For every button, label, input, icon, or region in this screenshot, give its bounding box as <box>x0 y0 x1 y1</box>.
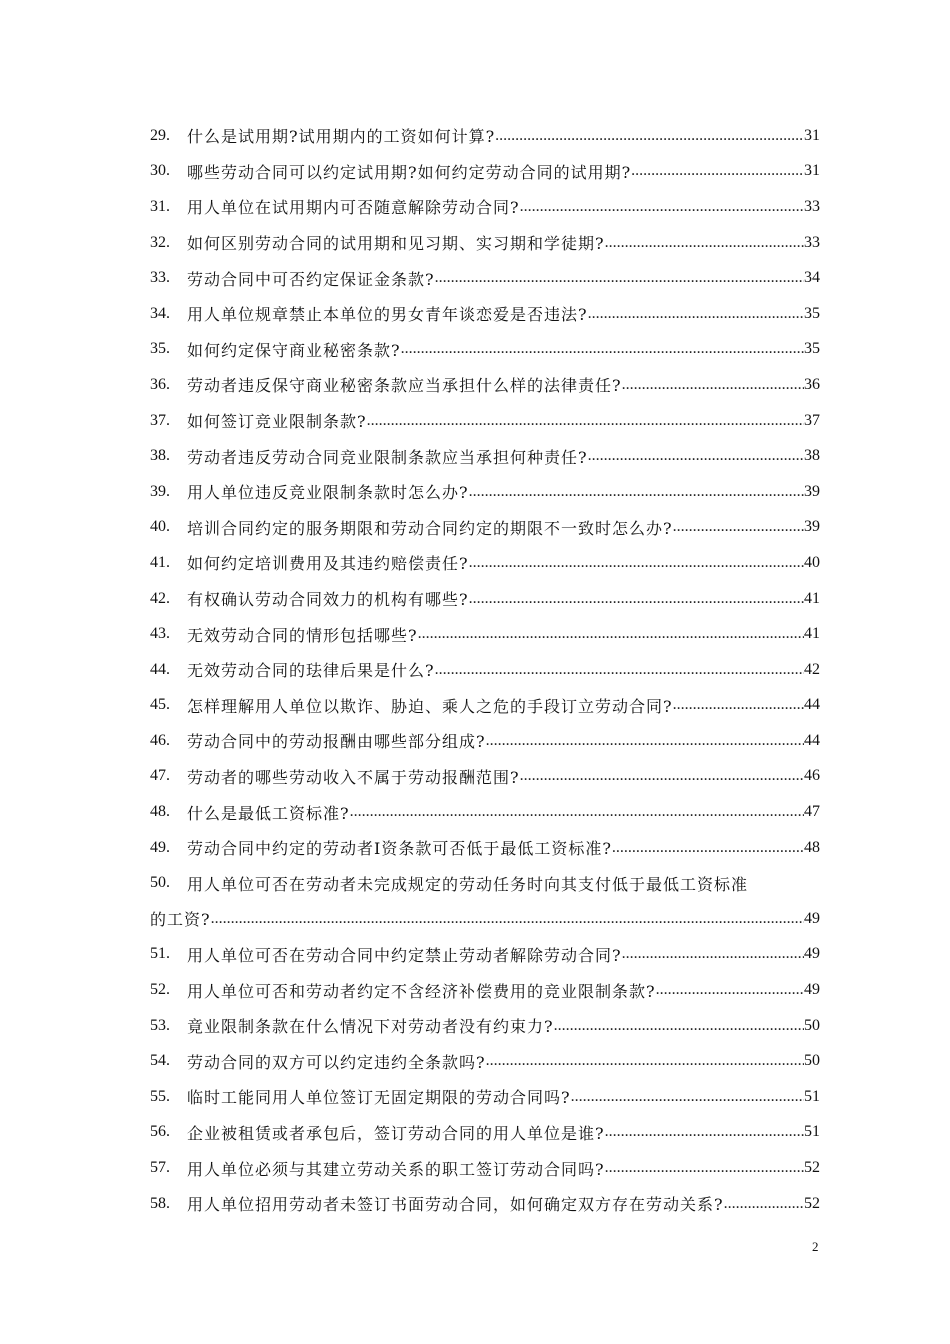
dot-leader <box>520 198 804 216</box>
dot-leader <box>724 1195 804 1213</box>
toc-entry-number: 36. <box>150 375 170 393</box>
toc-entry-page: 41 <box>804 625 820 643</box>
toc-entry-number: 33. <box>150 269 170 287</box>
dot-leader <box>401 340 804 358</box>
dot-leader <box>605 1159 804 1177</box>
toc-entry-title: 企业被租赁或者承包后，签订劳动合同的用人单位是谁? <box>187 1123 605 1143</box>
toc-entry-page: 50 <box>804 1016 820 1034</box>
toc-entry-page: 52 <box>804 1194 820 1212</box>
toc-entry[interactable] <box>150 438 820 474</box>
toc-entry-title: 劳动者的哪些劳动收入不属于劳动报酬范围? <box>187 767 520 787</box>
toc-entry-title: 劳动合同中约定的劳动者I资条款可否低于最低工资标准? <box>187 839 612 859</box>
dot-leader <box>673 518 804 536</box>
toc-entry-page: 31 <box>804 126 820 144</box>
toc-entry-title: 劳动者违反保守商业秘密条款应当承担什么样的法律责任? <box>187 376 622 396</box>
toc-entry-page: 33 <box>804 197 820 215</box>
toc-entry-page: 36 <box>804 375 820 393</box>
toc-entry-title: 有权确认劳动合同效力的机构有哪些? <box>187 590 469 610</box>
toc-entry-title: 无效劳动合同的情形包括哪些? <box>187 625 418 645</box>
toc-entry[interactable] <box>150 545 820 581</box>
toc-entry-page: 48 <box>804 838 820 856</box>
toc-entry-title: 什么是最低工资标准? <box>187 803 350 823</box>
toc-entry-number: 46. <box>150 731 170 749</box>
toc-entry[interactable] <box>150 225 820 261</box>
toc-entry[interactable] <box>150 1008 820 1044</box>
toc-entry-page: 44 <box>804 731 820 749</box>
dot-leader <box>469 483 804 501</box>
toc-entry[interactable] <box>150 581 820 617</box>
toc-entry[interactable] <box>150 759 820 795</box>
toc-entry-title: 培训合同约定的服务期限和劳动合同约定的期限不一致时怎么办? <box>187 518 673 538</box>
toc-entry-title: 用人单位可否在劳动者未完成规定的劳动任务时向其支付低于最低工资标准 <box>187 874 749 894</box>
toc-entry[interactable] <box>150 332 820 368</box>
page-number: 2 <box>812 1239 819 1254</box>
toc-entry[interactable] <box>150 794 820 830</box>
toc-entry-title: 用人单位规章禁止本单位的男女青年谈恋爱是否违法? <box>187 305 588 325</box>
dot-leader <box>612 839 804 857</box>
dot-leader <box>588 447 804 465</box>
toc-entry[interactable] <box>150 1115 820 1151</box>
toc-entry-page: 49 <box>804 945 820 963</box>
toc-entry[interactable] <box>150 118 820 154</box>
toc-entry-number: 47. <box>150 767 170 785</box>
toc-entry-page: 41 <box>804 589 820 607</box>
toc-entry-number: 51. <box>150 945 170 963</box>
toc-entry[interactable] <box>150 296 820 332</box>
toc-entry-page: 38 <box>804 447 820 465</box>
toc-entry-number: 52. <box>150 981 170 999</box>
toc-entry-title-continued: 的工资? <box>150 910 211 930</box>
toc-entry-number: 49. <box>150 838 170 856</box>
toc-entry-title: 劳动合同中的劳动报酬由哪些部分组成? <box>187 732 486 752</box>
toc-entry-page: 42 <box>804 660 820 678</box>
toc-entry-number: 31. <box>150 197 170 215</box>
toc-entry[interactable] <box>150 403 820 439</box>
dot-leader <box>486 732 804 750</box>
dot-leader <box>350 803 804 821</box>
toc-entry-number: 50. <box>150 874 170 892</box>
toc-entry-number: 58. <box>150 1194 170 1212</box>
dot-leader <box>554 1017 804 1035</box>
toc-entry-number: 35. <box>150 340 170 358</box>
toc-entry-title: 怎样理解用人单位以欺诈、胁迫、乘人之危的手段订立劳动合同? <box>187 696 673 716</box>
toc-entry[interactable] <box>150 1043 820 1079</box>
toc-entry-number: 54. <box>150 1052 170 1070</box>
toc-entry-title: 用人单位违反竞业限制条款时怎么办? <box>187 483 469 503</box>
toc-entry-page: 33 <box>804 233 820 251</box>
toc-entry-page: 31 <box>804 162 820 180</box>
toc-entry-number: 45. <box>150 696 170 714</box>
toc-entry-number: 55. <box>150 1087 170 1105</box>
toc-entry-number: 38. <box>150 447 170 465</box>
toc-entry-page: 50 <box>804 1052 820 1070</box>
toc-entry-number: 41. <box>150 553 170 571</box>
toc-entry-number: 44. <box>150 660 170 678</box>
toc-entry-page: 35 <box>804 304 820 322</box>
toc-entry-title: 无效劳动合同的珐律后果是什么? <box>187 661 435 681</box>
toc-entry[interactable] <box>150 1079 820 1115</box>
toc-entry-number: 42. <box>150 589 170 607</box>
toc-entry-page: 51 <box>804 1087 820 1105</box>
dot-leader <box>622 945 804 963</box>
dot-leader <box>469 554 804 572</box>
dot-leader <box>520 767 804 785</box>
toc-entry-number: 34. <box>150 304 170 322</box>
toc-entry[interactable] <box>150 189 820 225</box>
toc-entry[interactable] <box>150 723 820 759</box>
dot-leader <box>622 376 804 394</box>
toc-entry[interactable] <box>150 972 820 1008</box>
toc-entry[interactable] <box>150 1150 820 1186</box>
toc-entry[interactable] <box>150 616 820 652</box>
toc-entry-title: 竟业限制条款在什么情况下对劳动者没有约束力? <box>187 1017 554 1037</box>
toc-entry[interactable] <box>150 260 820 296</box>
toc-entry[interactable] <box>150 1186 820 1222</box>
dot-leader <box>486 1052 804 1070</box>
toc-entry-page: 47 <box>804 803 820 821</box>
toc-entry-title: 什么是试用期?试用期内的工资如何计算? <box>187 127 496 147</box>
toc-entry-title: 用人单位可否在劳动合同中约定禁止劳动者解除劳动合同? <box>187 945 622 965</box>
toc-entry-title: 用人单位招用劳动者未签订书面劳动合同，如何确定双方存在劳动关系? <box>187 1195 724 1215</box>
toc-entry-title: 如何约定保守商业秘密条款? <box>187 340 401 360</box>
toc-entry-page: 39 <box>804 482 820 500</box>
toc-entry-title: 用人单位在试用期内可否随意解除劳动合同? <box>187 198 520 218</box>
toc-entry-number: 29. <box>150 126 170 144</box>
dot-leader <box>605 234 804 252</box>
dot-leader <box>435 661 804 679</box>
toc-entry[interactable] <box>150 937 820 973</box>
toc-entry[interactable] <box>150 830 820 866</box>
dot-leader <box>605 1123 804 1141</box>
toc-entry-page: 49 <box>804 981 820 999</box>
toc-entry-page: 49 <box>804 909 820 927</box>
toc-entry-number: 48. <box>150 803 170 821</box>
toc-entry[interactable] <box>150 652 820 688</box>
toc-entry-title: 劳动合同中可否约定保证金条款? <box>187 269 435 289</box>
toc-entry-title: 如何区别劳动合同的试用期和见习期、实习期和学徒期? <box>187 234 605 254</box>
dot-leader <box>367 412 804 430</box>
toc-entry-page: 52 <box>804 1159 820 1177</box>
toc-entry-title: 劳动者违反劳动合同竞业限制条款应当承担何种责任? <box>187 447 588 467</box>
toc-entry-number: 37. <box>150 411 170 429</box>
toc-entry-number: 43. <box>150 625 170 643</box>
dot-leader <box>435 269 804 287</box>
toc-entry-title: 如何签订竞业限制条款? <box>187 412 367 432</box>
dot-leader <box>469 590 804 608</box>
dot-leader <box>495 127 804 145</box>
toc-entry-number: 40. <box>150 518 170 536</box>
toc-entry-title: 用人单位必须与其建立劳动关系的职工签订劳动合同吗? <box>187 1159 605 1179</box>
toc-entry-page: 37 <box>804 411 820 429</box>
toc-entry-page: 46 <box>804 767 820 785</box>
toc-entry-title: 劳动合同的双方可以约定违约全条款吗? <box>187 1052 486 1072</box>
toc-entry-page: 39 <box>804 518 820 536</box>
toc-entry-page: 35 <box>804 340 820 358</box>
dot-leader <box>571 1088 804 1106</box>
toc-entry-number: 30. <box>150 162 170 180</box>
toc-entry-page: 40 <box>804 553 820 571</box>
toc-entry-page: 51 <box>804 1123 820 1141</box>
toc-entry-title: 用人单位可否和劳动者约定不含经济补偿费用的竞业限制条款? <box>187 981 656 1001</box>
toc-entry-title: 临时工能同用人单位签订无固定期限的劳动合同吗? <box>187 1088 571 1108</box>
toc-entry-number: 53. <box>150 1016 170 1034</box>
dot-leader <box>418 625 804 643</box>
toc-entry-title: 哪些劳动合同可以约定试用期?如何约定劳动合同的试用期? <box>187 162 632 182</box>
toc-entry[interactable] <box>150 865 820 936</box>
dot-leader <box>631 162 804 180</box>
toc-entry[interactable] <box>150 510 820 546</box>
toc-entry[interactable] <box>150 154 820 190</box>
toc-entry-number: 57. <box>150 1159 170 1177</box>
toc-entry-number: 32. <box>150 233 170 251</box>
dot-leader <box>656 981 804 999</box>
toc-entry-page: 34 <box>804 269 820 287</box>
toc-entry-number: 39. <box>150 482 170 500</box>
toc-entry[interactable] <box>150 688 820 724</box>
toc-entry-page: 44 <box>804 696 820 714</box>
toc-entry-title: 如何约定培训费用及其违约赔偿责任? <box>187 554 469 574</box>
dot-leader <box>673 696 804 714</box>
dot-leader <box>588 305 804 323</box>
toc-entry-number: 56. <box>150 1123 170 1141</box>
toc-entry[interactable] <box>150 474 820 510</box>
dot-leader <box>211 910 804 928</box>
table-of-contents <box>150 118 820 1221</box>
toc-entry[interactable] <box>150 367 820 403</box>
